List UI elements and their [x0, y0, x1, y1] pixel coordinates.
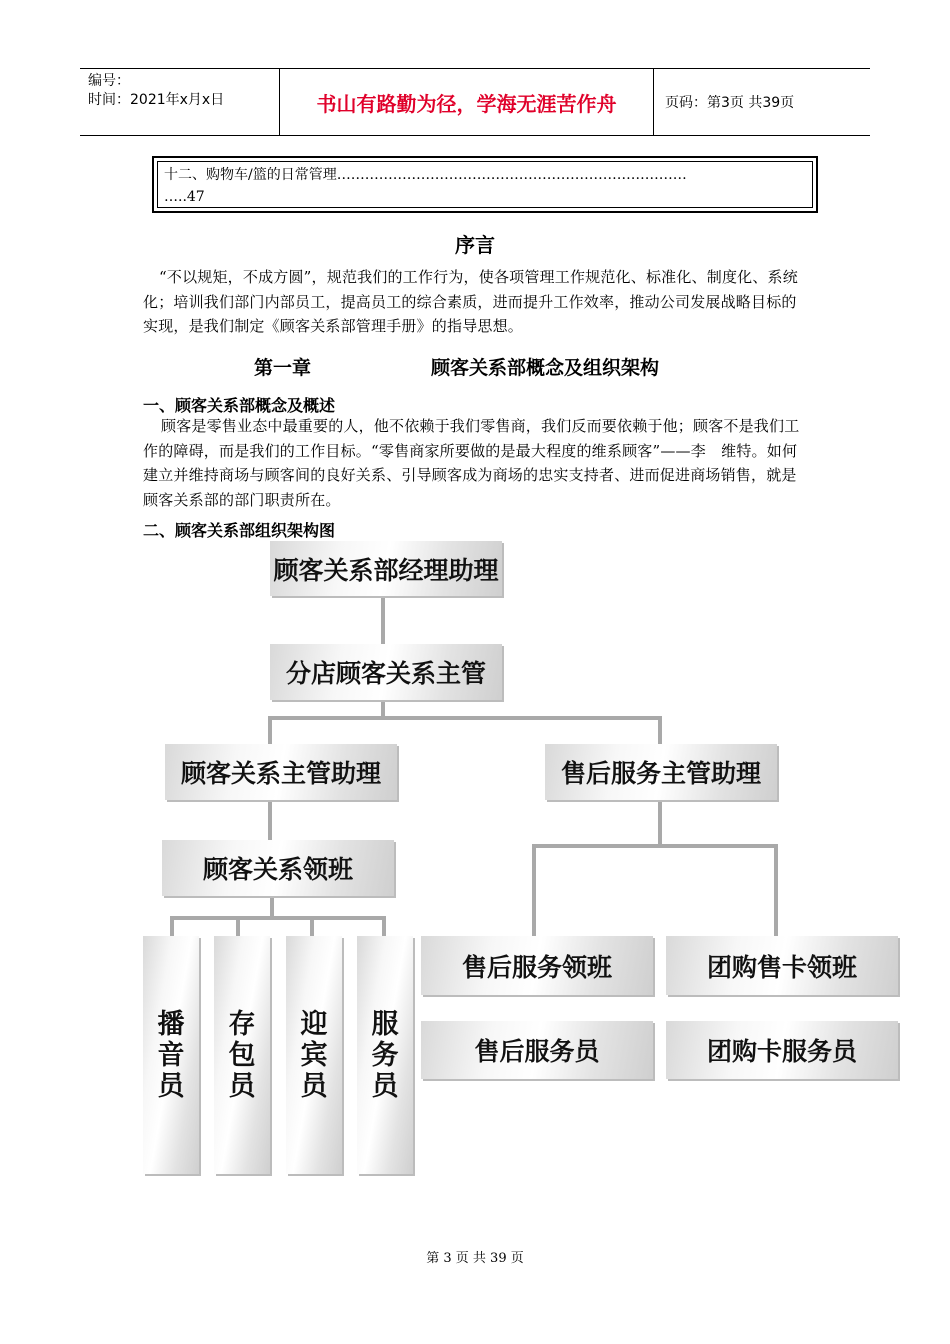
org-cr-team-leader: 顾客关系领班 [162, 840, 394, 896]
org-greeter-char-2: 宾 [300, 1039, 328, 1071]
header-motto: 书山有路勤为径，学海无涯苦作舟 [280, 69, 654, 135]
org-as-team-leader: 售后服务领班 [421, 936, 653, 995]
org-gc-team-leader: 团购售卡领班 [666, 936, 898, 995]
org-service-clerk-char-2: 务 [371, 1039, 399, 1071]
org-storage-clerk-char-2: 包 [228, 1039, 256, 1071]
preface-text: “不以规矩，不成方圆”，规范我们的工作行为，使各项管理工作规范化、标准化、制度化、系统化；培训我们部门内部员工，提高员工的综合素质，进而提升工作效率，推动公司发展战略目标的实现，是我们制定《顾客关系部管理手册》的指导思想。 [143, 268, 798, 335]
org-manager-assistant: 顾客关系部经理助理 [270, 541, 502, 596]
org-broadcaster-char-3: 员 [157, 1070, 185, 1102]
toc-line-1: 十二、购物车/篮的日常管理………………………………………………………………… [164, 167, 687, 183]
org-service-clerk-char-1: 服 [371, 1008, 399, 1040]
org-service-clerk [357, 936, 413, 1174]
chapter-title: 顾客关系部概念及组织架构 [431, 357, 660, 379]
header-page-info: 页码：第3页 共39页 [665, 95, 795, 111]
toc-entry [157, 161, 813, 208]
header-meta [80, 69, 280, 135]
org-greeter-char-1: 迎 [300, 1008, 328, 1040]
org-storage-clerk-char-3: 员 [228, 1070, 256, 1102]
org-as-clerk: 售后服务员 [421, 1021, 653, 1079]
org-branch-supervisor: 分店顾客关系主管 [270, 644, 502, 700]
org-cr-supervisor-assistant: 顾客关系主管助理 [165, 744, 397, 800]
toc-box [152, 156, 818, 213]
chapter-number: 第一章 [254, 357, 312, 379]
header-number-label: 编号： [88, 73, 130, 89]
org-broadcaster [143, 936, 199, 1174]
org-storage-clerk-char-1: 存 [228, 1008, 256, 1040]
org-storage-clerk [214, 936, 270, 1174]
section-1-heading: 一、顾客关系部概念及概述 [143, 396, 336, 415]
page-header [80, 68, 870, 136]
org-greeter-char-3: 员 [300, 1070, 328, 1102]
preface-title: 序言 [455, 233, 495, 257]
org-greeter [286, 936, 342, 1174]
org-broadcaster-char-2: 音 [157, 1039, 185, 1071]
org-broadcaster-char-1: 播 [157, 1008, 185, 1040]
section-2-heading: 二、顾客关系部组织架构图 [143, 521, 336, 540]
page-footer: 第 3 页 共 39 页 [426, 1251, 524, 1266]
org-as-supervisor-assistant: 售后服务主管助理 [545, 744, 777, 800]
header-time-label: 时间：2021年x月x日 [88, 92, 225, 108]
toc-line-2: …..47 [164, 189, 205, 205]
section-1-text: 顾客是零售业态中最重要的人，他不依赖于我们零售商，我们反而要依赖于他；顾客不是我们工作的障碍，而是我们的工作目标。“零售商家所要做的是最大程度的维系顾客”——李 维特。如何建立并维持商场与顾客间的良好关系、引导顾客成为商场的忠实支持者、进而促进商场销售，就是顾客关系部的部门职责所在。 [143, 417, 800, 509]
org-gc-clerk: 团购卡服务员 [666, 1021, 898, 1079]
org-service-clerk-char-3: 员 [371, 1070, 399, 1102]
